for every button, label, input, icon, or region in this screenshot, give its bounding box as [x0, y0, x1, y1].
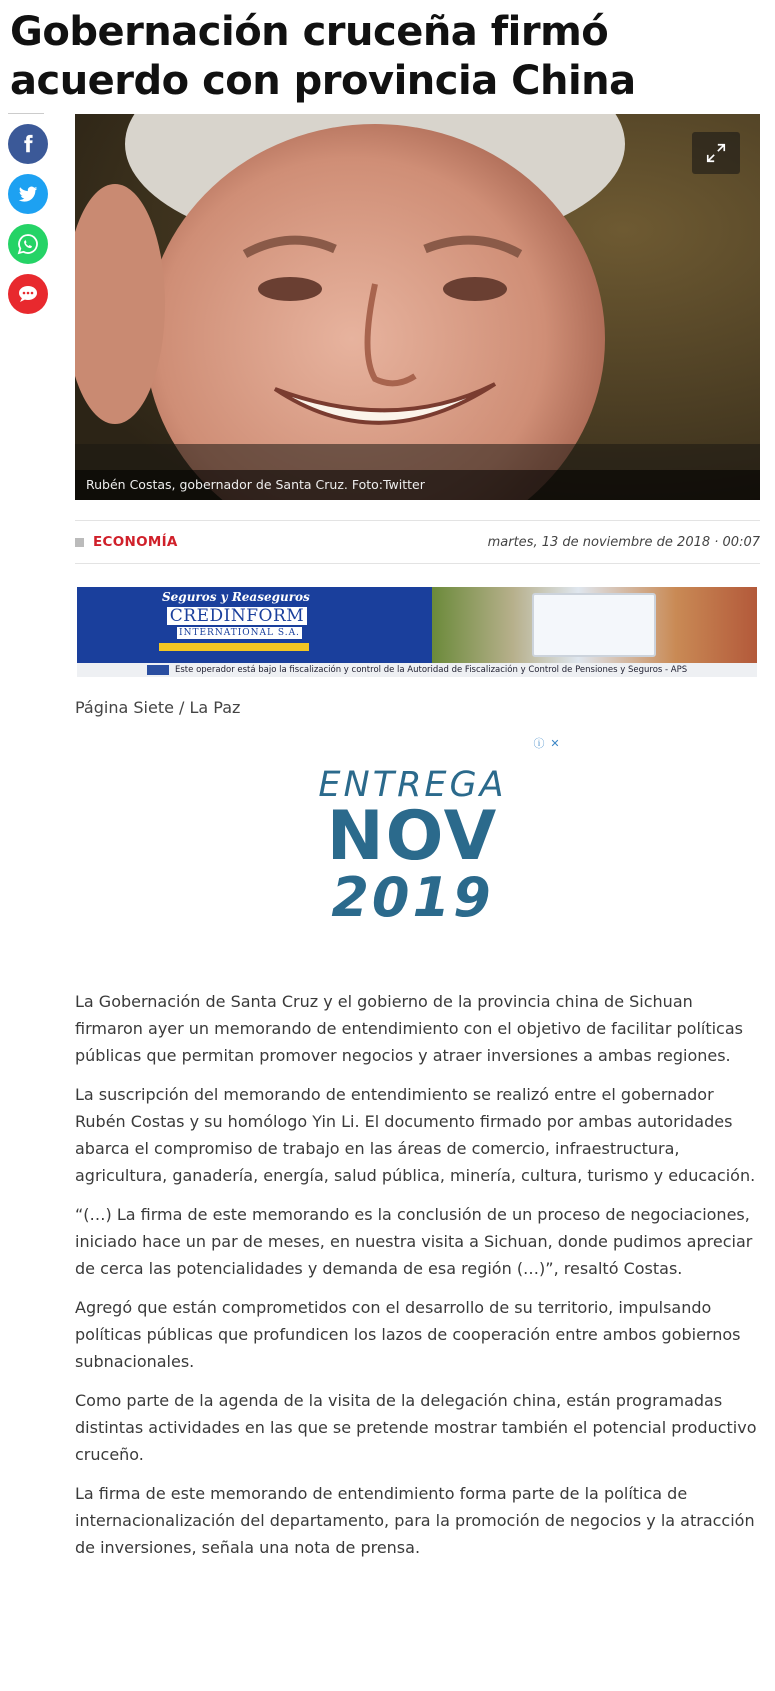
expand-icon: [705, 142, 727, 164]
category[interactable]: [75, 534, 178, 550]
whatsapp-share-button[interactable]: [8, 224, 48, 264]
article-paragraph: La Gobernación de Santa Cruz y el gobierno de la provincia china de Sichuan firmaron ayer un memorando de entendimiento con el objetivo de facilitar políticas públicas que permitan promover negocios y atraer inversiones a ambas regiones.: [75, 992, 743, 1065]
category-marker: [75, 538, 84, 547]
banner-tagline: Seguros y Reaseguros: [162, 590, 310, 604]
publish-date: martes, 13 de noviembre de 2018 · 00:07: [487, 534, 760, 550]
twitter-share-button[interactable]: [8, 174, 48, 214]
comment-icon: [16, 282, 40, 306]
article-paragraph: “(…) La firma de este memorando es la conclusión de un proceso de negociaciones, iniciado hace un par de meses, en nuestra visita a Sichuan, donde pudimos apreciar de cerca las potencialidades y demanda de esa región (…)”, resaltó Costas.: [75, 1205, 753, 1278]
article-byline: Página Siete / La Paz: [75, 698, 241, 717]
display-ad-line3: 2019: [331, 866, 494, 929]
display-ad[interactable]: [300, 765, 525, 927]
article-paragraph: Como parte de la agenda de la visita de la delegación china, están programadas distintas actividades en las que se pretende mostrar también el potencial productivo cruceño.: [75, 1391, 757, 1464]
banner-footer: [77, 663, 757, 677]
facebook-icon: [17, 133, 39, 155]
portrait-image: [75, 114, 760, 500]
banner-brand: CREDINFORM: [167, 607, 307, 625]
share-divider: [8, 113, 44, 114]
facebook-share-button[interactable]: [8, 124, 48, 164]
article-paragraph: La suscripción del memorando de entendimiento se realizó entre el gobernador Rubén Costas y su homólogo Yin Li. El documento firmado por ambas autoridades abarca el compromiso de trabajo en las áreas de comercio, infraestructura, agricultura, ganadería, energía, salud pública, minería, cultura, turismo y educación.: [75, 1085, 756, 1185]
credinform-banner-ad[interactable]: [77, 587, 757, 677]
banner-footer-text: Este operador está bajo la fiscalización y control de la Autoridad de Fiscalización y Control de Pensiones y Seguros - APS: [175, 665, 688, 675]
banner-yellow-bar: [159, 643, 309, 651]
article-meta: [75, 520, 760, 564]
article-body: [75, 988, 760, 1573]
twitter-icon: [17, 183, 39, 205]
aps-logo: [147, 665, 169, 675]
ad-close-icon[interactable]: ✕: [548, 736, 562, 750]
laptop-image: [532, 593, 656, 657]
comment-button[interactable]: [8, 274, 48, 314]
article-paragraph: Agregó que están comprometidos con el desarrollo de su territorio, impulsando políticas públicas que profundicen los lazos de cooperación entre ambos gobiernos subnacionales.: [75, 1298, 741, 1371]
ad-info-icon[interactable]: ⓘ: [533, 737, 545, 750]
banner-brand-sub: INTERNATIONAL S.A.: [177, 627, 302, 639]
whatsapp-icon: [16, 232, 40, 256]
ad-choices[interactable]: [532, 736, 562, 752]
display-ad-line1: ENTREGA: [318, 765, 507, 805]
category-label[interactable]: ECONOMÍA: [93, 534, 178, 550]
display-ad-line2: NOV: [326, 797, 499, 876]
article-headline: Gobernación cruceña firmó acuerdo con provincia China: [10, 9, 636, 104]
article-photo[interactable]: [75, 114, 760, 500]
photo-caption: Rubén Costas, gobernador de Santa Cruz. Foto:Twitter: [75, 470, 760, 500]
article-paragraph: La firma de este memorando de entendimiento forma parte de la política de internacionalización del departamento, para la promoción de negocios y la atracción de inversiones, señala una nota de prensa.: [75, 1484, 755, 1557]
expand-photo-button[interactable]: [692, 132, 740, 174]
